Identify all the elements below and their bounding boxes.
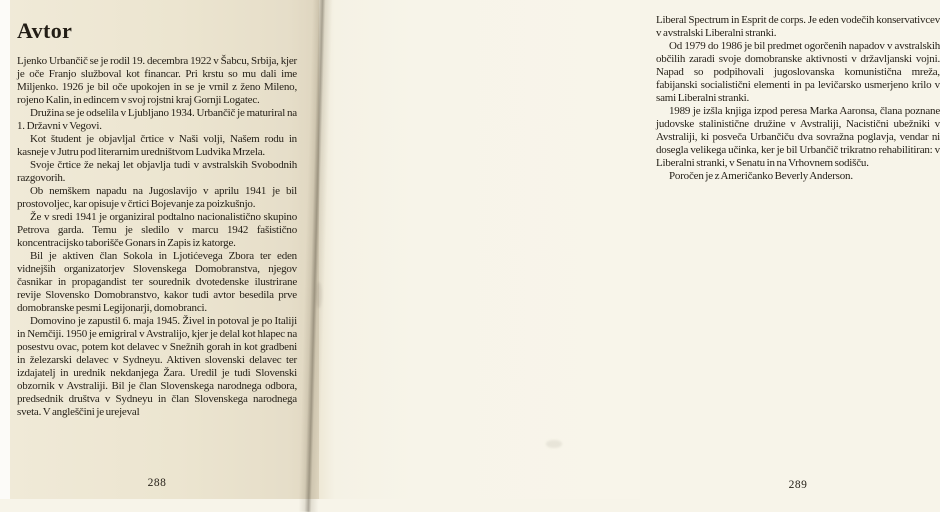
paragraph: Bil je aktiven član Sokola in Ljotićevega Zbora ter eden vidnejših organizatorjev Slovenskega Domobranstva, njegov časnikar in propagandist ter sourednik dvotedenske ilustrirane revije Slovensko Domobranstvo, kakor tudi avtor besedila prve domobranske pesmi Legijonarji, domobranci. xyxy=(17,250,297,314)
paragraph: Od 1979 do 1986 je bil predmet ogorčenih napadov v avstralskih občilih zaradi svoje domobranske aktivnosti v državljanski vojni. Napad so podpihovali jugoslovanska komunistična mreža, fabijanski socialistični elementi in pa levičarsko usmerjeno krilo v sami Liberalni stranki. xyxy=(656,40,940,104)
page-title: Avtor xyxy=(17,18,73,43)
paragraph: Kot študent je objavljal črtice v Naši volji, Našem rodu in kasneje v Jutru pod literarnim uredništvom Ludvika Mrzela. xyxy=(17,133,297,158)
paragraph: Poročen je z Američanko Beverly Anderson. xyxy=(669,170,853,182)
left-page-body xyxy=(17,55,297,419)
scan-edge-strip xyxy=(0,0,10,499)
paragraph: 1989 je izšla knjiga izpod peresa Marka Aaronsa, člana poznane judovske stalinistične družine v Avstraliji, Nacistični ubežniki v Avstraliji, ki posveča Urbančiču dva sovražna poglavja, vendar ni dosegla velikega učinka, ker je bil Urbančič trikratno rehabilitiran: v Liberalni stranki, v Senatu in na Vrhovnem sodišču. xyxy=(656,105,940,169)
page-left xyxy=(0,0,319,499)
right-page-body xyxy=(656,14,940,183)
paragraph: Ob nemškem napadu na Jugoslavijo v aprilu 1941 je bil prostovoljec, kar opisuje v črtici Bojevanje za poizkušnjo. xyxy=(17,185,297,210)
paragraph: Že v sredi 1941 je organiziral podtalno nacionalistično skupino Petrova garda. Temu je sledilo v marcu 1942 fašistično koncentracijsko taborišče Gonars in Zapis iz katorge. xyxy=(17,211,297,249)
page-right xyxy=(319,0,940,499)
paragraph: Svoje črtice že nekaj let objavlja tudi v avstralskih Svobodnih razgovorih. xyxy=(17,159,297,184)
paragraph: Liberal Spectrum in Esprit de corps. Je eden vodečih konservativcev v avstralski Liberalni stranki. xyxy=(656,14,940,39)
paragraph: Družina se je odselila v Ljubljano 1934. Urbančič je maturiral na 1. Državni v Vegovi. xyxy=(17,107,297,132)
paragraph: Ljenko Urbančič se je rodil 19. decembra 1922 v Šabcu, Srbija, kjer je oče Franjo služboval kot financar. Pri krstu so mu dali ime Miljenko. 1926 je bil oče upokojen in se je vrnil z ženo Mileno, rojeno Kalin, in edincem v svoj rojstni kraj Gornji Logatec. xyxy=(17,55,297,106)
page-number-right: 289 xyxy=(788,479,808,491)
paragraph: Domovino je zapustil 6. maja 1945. Živel in potoval je po Italiji in Nemčiji. 1950 je emigriral v Avstralijo, kjer je delal kot hlapec na posestvu ovac, potem kot delavec v Snežnih gorah in kot gradbeni in železarski delavec v Sydneyu. Aktiven slovenski delavec ter izdajatelj in urednik nekdanjega Žara. Uredil je tudi Slovenski obzornik v Avstraliji. Bil je član Slovenskega narodnega odbora, predsednik društva v Sydneyu in član Slovenskega narodnega sveta. V angleščini je urejeval xyxy=(17,315,297,418)
page-number-left: 288 xyxy=(147,477,167,489)
